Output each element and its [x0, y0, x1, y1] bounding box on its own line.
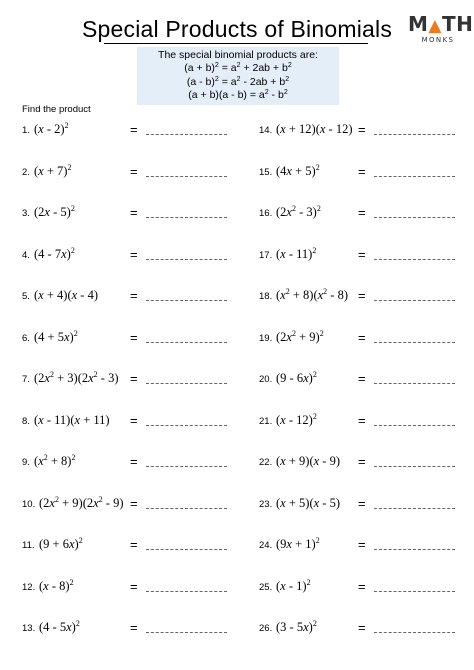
answer-blank[interactable] — [374, 217, 455, 218]
problem-expression: $(x^2 + 8)(x^2 - 8)$ — [276, 287, 348, 302]
answer-blank[interactable] — [146, 383, 227, 384]
equals-sign: = — [130, 412, 138, 428]
problem-number: 26. — [259, 623, 273, 634]
problem-item — [259, 496, 455, 516]
answer-blank[interactable] — [146, 425, 227, 426]
problem-item — [259, 205, 455, 225]
logo-triangle-icon: ▲ — [428, 16, 442, 36]
formula-heading: The special binomial products are: — [158, 49, 318, 61]
problem-expression: (x - 1)$^2$ — [276, 577, 311, 593]
answer-blank[interactable] — [374, 176, 455, 177]
problem-item — [22, 371, 227, 391]
problem-item — [259, 620, 455, 640]
equals-sign: = — [358, 537, 366, 552]
problem-expression: $(x^2 + 8)^2$ — [34, 453, 76, 468]
answer-blank[interactable] — [374, 591, 455, 592]
equals-sign: = — [130, 288, 138, 303]
equals-sign: = — [130, 246, 138, 262]
problem-item — [259, 247, 455, 267]
problem-number: 15. — [259, 166, 273, 178]
equals-sign: = — [130, 329, 138, 345]
problem-item — [22, 537, 227, 557]
answer-blank[interactable] — [374, 466, 455, 467]
problem-number: 16. — [259, 208, 273, 219]
equals-sign: = — [358, 205, 366, 220]
problem-number: 18. — [259, 291, 273, 302]
problem-item — [259, 330, 455, 350]
answer-blank[interactable] — [146, 508, 227, 509]
problem-item — [22, 164, 227, 184]
problem-number: 5. — [22, 291, 30, 302]
problem-number: 17. — [259, 249, 273, 261]
problem-item — [22, 247, 227, 267]
problem-expression: (x + 4)(x - 4) — [34, 288, 98, 302]
problem-expression: (x - 12)$^2$ — [276, 411, 317, 427]
formula-line: $(a + b)(a - b) = a^2 - b^2$ — [188, 88, 288, 101]
problem-expression: $(4x + 5)^2$ — [276, 162, 320, 178]
problem-number: 13. — [22, 623, 36, 634]
problem-expression: (x + 9)(x - 9) — [276, 454, 340, 468]
answer-blank[interactable] — [146, 176, 227, 177]
problem-item — [259, 371, 455, 391]
problem-number: 12. — [22, 581, 36, 593]
equals-sign: = — [358, 329, 366, 345]
problem-expression: (2x - 5)$^2$ — [34, 204, 75, 219]
math-monks-logo — [408, 12, 474, 46]
equals-sign: = — [130, 122, 138, 137]
equals-sign: = — [358, 122, 366, 137]
answer-blank[interactable] — [374, 300, 455, 301]
equals-sign: = — [130, 371, 138, 386]
problem-number: 14. — [259, 125, 273, 136]
answer-blank[interactable] — [146, 342, 227, 343]
problem-item — [22, 454, 227, 474]
problem-number: 20. — [259, 374, 273, 385]
problem-number: 2. — [22, 166, 30, 178]
answer-blank[interactable] — [374, 425, 455, 426]
answer-blank[interactable] — [374, 632, 455, 633]
equals-sign: = — [130, 454, 138, 469]
answer-blank[interactable] — [146, 217, 227, 218]
problem-number: 4. — [22, 249, 30, 261]
problem-number: 10. — [22, 498, 36, 510]
problem-number: 21. — [259, 415, 273, 427]
problem-item — [22, 330, 227, 350]
equals-sign: = — [130, 205, 138, 220]
equals-sign: = — [130, 495, 138, 511]
problem-expression: (x + 12)(x - 12) — [276, 122, 353, 136]
formula-line: $(a + b)^2 = a^2 + 2ab + b^2$ — [184, 62, 292, 75]
problem-item — [22, 122, 227, 142]
equals-sign: = — [358, 163, 366, 179]
problem-expression: (x + 5)(x - 5) — [276, 495, 340, 510]
equals-sign: = — [358, 246, 366, 262]
problem-item — [22, 496, 227, 516]
problem-expression: $(9 + 6x)^2$ — [39, 536, 83, 551]
equals-sign: = — [358, 371, 366, 386]
problem-item — [22, 579, 227, 599]
problem-item — [259, 579, 455, 599]
problem-expression: (9 - 6x)$^2$ — [276, 370, 317, 385]
problem-number: 7. — [22, 374, 30, 385]
problem-expression: $(2x^2 - 3)^2$ — [276, 204, 321, 219]
problem-item — [259, 537, 455, 557]
problem-expression: $(9x + 1)^2$ — [276, 536, 320, 551]
problem-item — [22, 205, 227, 225]
equals-sign: = — [358, 620, 366, 635]
problem-number: 24. — [259, 540, 273, 551]
answer-blank[interactable] — [146, 591, 227, 592]
problem-item — [259, 122, 455, 142]
equals-sign: = — [130, 163, 138, 179]
answer-blank[interactable] — [146, 549, 227, 550]
answer-blank[interactable] — [146, 259, 227, 260]
problem-expression: $(2x^2 + 9)^2$ — [276, 328, 324, 344]
answer-blank[interactable] — [146, 134, 227, 135]
equals-sign: = — [130, 578, 138, 594]
equals-sign: = — [130, 620, 138, 635]
problem-number: 8. — [22, 415, 30, 427]
answer-blank[interactable] — [374, 259, 455, 260]
problem-number: 9. — [22, 457, 30, 468]
problem-number: 6. — [22, 332, 30, 344]
problem-number: 22. — [259, 457, 273, 468]
answer-blank[interactable] — [374, 383, 455, 384]
problem-number: 11. — [22, 540, 35, 551]
problem-expression: (x - 8)$^2$ — [39, 577, 74, 593]
problem-number: 3. — [22, 208, 30, 219]
title-underline — [104, 43, 368, 44]
problem-item — [259, 413, 455, 433]
problem-item — [259, 454, 455, 474]
problem-item — [259, 164, 455, 184]
problem-expression: (x - 2)$^2$ — [34, 121, 69, 136]
problem-item — [22, 413, 227, 433]
instruction-text: Find the product — [22, 104, 91, 115]
problem-expression: (4 - 5x)$^2$ — [39, 619, 80, 634]
equals-sign: = — [358, 578, 366, 594]
answer-blank[interactable] — [146, 466, 227, 467]
equals-sign: = — [358, 495, 366, 511]
answer-blank[interactable] — [146, 632, 227, 633]
problem-expression: (3 - 5x)$^2$ — [276, 619, 317, 634]
page-title: Special Products of Binomials — [81, 16, 393, 42]
equals-sign: = — [130, 537, 138, 552]
problem-expression: (x - 11)$^2$ — [276, 245, 317, 261]
problem-expression: (4 - 7x)$^2$ — [34, 245, 75, 261]
problem-item — [22, 620, 227, 640]
answer-blank[interactable] — [374, 342, 455, 343]
answer-blank[interactable] — [374, 508, 455, 509]
logo-subtitle: MONKS — [421, 36, 455, 44]
problem-expression: $(2x^2 + 9)(2x^2 - 9)$ — [39, 494, 124, 510]
answer-blank[interactable] — [374, 549, 455, 550]
problem-expression: $(4 + 5x)^2$ — [34, 328, 78, 344]
formula-box — [137, 47, 339, 105]
equals-sign: = — [358, 288, 366, 303]
problem-number: 19. — [259, 332, 273, 344]
equals-sign: = — [358, 412, 366, 428]
problem-number: 25. — [259, 581, 273, 593]
problem-expression: $(2x^2 + 3)(2x^2 - 3)$ — [34, 370, 119, 385]
formula-lines — [137, 62, 339, 102]
problem-item — [22, 288, 227, 308]
answer-blank[interactable] — [146, 300, 227, 301]
problem-item — [259, 288, 455, 308]
problem-number: 23. — [259, 498, 273, 510]
logo-wordmark: M▲TH — [408, 12, 474, 36]
equals-sign: = — [358, 454, 366, 469]
formula-line: $(a - b)^2 = a^2 - 2ab + b^2$ — [186, 75, 290, 88]
problem-expression: $(x + 7)^2$ — [34, 162, 72, 178]
answer-blank[interactable] — [374, 134, 455, 135]
problem-number: 1. — [22, 125, 30, 136]
problem-expression: (x - 11)(x + 11) — [34, 412, 110, 427]
